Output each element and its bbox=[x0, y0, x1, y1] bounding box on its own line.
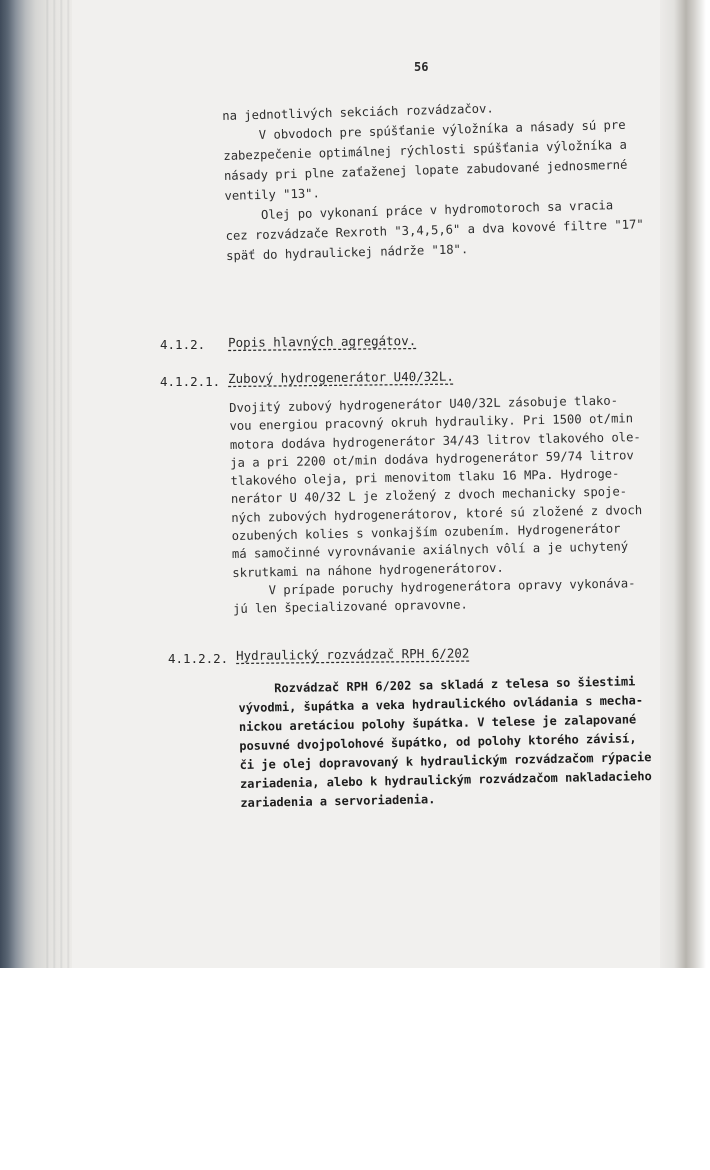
text-line: zariadenia a servoriadenia. bbox=[240, 792, 436, 810]
text-line: Rozvádzač RPH 6/202 sa skladá z telesa so šiestimi bbox=[274, 674, 636, 696]
section-heading: Zubový hydrogenerátor U40/32L. bbox=[228, 368, 454, 386]
text-line: má samočinné vyrovnávanie axiálnych vôlí a je uchytený bbox=[231, 539, 629, 562]
section-heading: Popis hlavných agregátov. bbox=[228, 333, 417, 350]
section-heading: Hydraulický rozvádzač RPH 6/202 bbox=[236, 645, 470, 663]
text-line: cez rozvádzače Rexroth "3,4,5,6" a dva kovové filtre "17" bbox=[225, 217, 644, 243]
page-stack-edge bbox=[42, 0, 72, 968]
section-number: 4.1.2. bbox=[160, 337, 206, 352]
text-line: Dvojitý zubový hydrogenerátor U40/32L zásobuje tlako- bbox=[229, 393, 619, 415]
text-line: zabezpečenie optimálnej rýchlosti spúšťania výložníka a bbox=[223, 137, 627, 163]
text-line: zariadenia, alebo k hydraulickým rozvádzačom nakladacieho bbox=[239, 769, 652, 791]
text-line: ventily "13". bbox=[224, 186, 321, 203]
text-line: na jednotlivých sekciách rozvádzačov. bbox=[222, 101, 494, 123]
text-line: nerátor U 40/32 L je zložený z dvoch mechanicky spoje- bbox=[230, 484, 628, 507]
text-line: ja a pri 2200 ot/min dodáva hydrogenerátor 59/74 litrov bbox=[230, 448, 634, 470]
text-line: jú len špecializované opravovne. bbox=[232, 597, 468, 617]
top-paragraph bbox=[222, 94, 645, 266]
text-line: vývodmi, šupátka a veka hydraulického ovládania s mecha- bbox=[238, 693, 644, 715]
section-number: 4.1.2.2. bbox=[168, 651, 229, 666]
text-line: či je olej dopravovaný k hydraulickým rozvádzačom rýpacie bbox=[239, 750, 652, 772]
text-line: späť do hydraulickej nádrže "18". bbox=[225, 242, 469, 263]
section-number: 4.1.2.1. bbox=[160, 374, 221, 389]
text-line: V prípade poruchy hydrogenerátora opravy vykonáva- bbox=[268, 576, 636, 598]
text-line: motora dodáva hydrogenerátor 34/43 litrov tlakového ole- bbox=[229, 429, 641, 452]
text-line: ozubených kolies s vonkajším ozubením. Hydrogenerátor bbox=[231, 521, 621, 544]
text-line: Olej po vykonaní práce v hydromotoroch sa vracia bbox=[260, 198, 614, 222]
text-line: posuvné dvojpolohové šupátko, od polohy ktorého závisí, bbox=[239, 731, 637, 753]
paragraph-hydrogenerator bbox=[229, 391, 644, 618]
text-line: vou energiou pracovný okruh hydrauliky. Pri 1500 ot/min bbox=[229, 411, 634, 434]
paragraph-distributor bbox=[238, 672, 652, 813]
text-line: tlakového oleja, pri menovitom tlaku 16 MPa. Hydroge- bbox=[230, 466, 620, 489]
text-line: ných zubových hydrogenerátorov, ktoré sú zložené z dvoch bbox=[231, 502, 643, 525]
text-line: násady pri plne zaťaženej lopate zabudované jednosmerné bbox=[223, 157, 628, 183]
page-right-edge bbox=[660, 0, 710, 968]
text-line: V obvodoch pre spúšťanie výložníka a násady sú pre bbox=[258, 117, 626, 142]
text-line: skrutkami na náhone hydrogenerátorov. bbox=[232, 560, 504, 580]
page-number: 56 bbox=[414, 60, 429, 74]
text-line: nickou aretáciou polohy šupátka. V telese je zalapované bbox=[238, 712, 637, 734]
